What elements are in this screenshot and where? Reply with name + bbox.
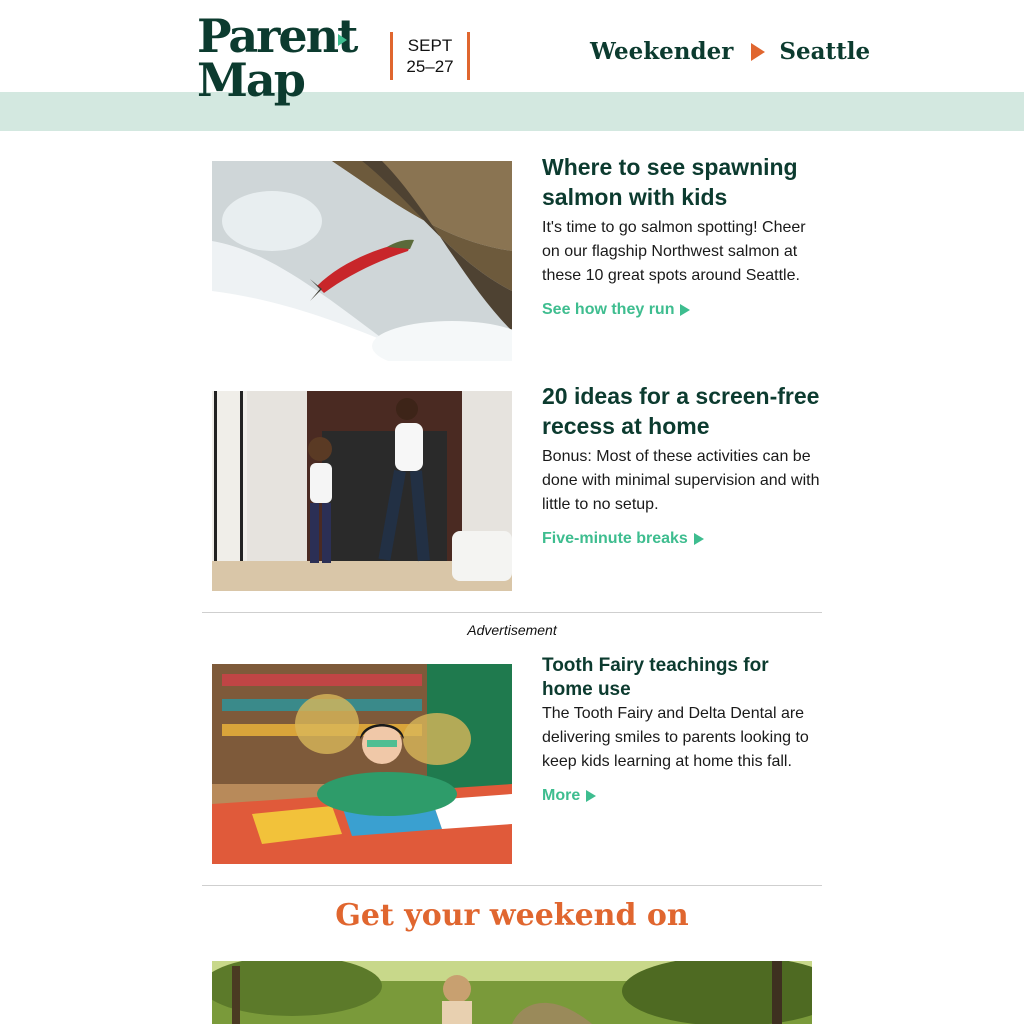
section-divider: [202, 885, 822, 886]
weekend-section-heading: Get your weekend on: [335, 898, 689, 933]
article-text: [542, 383, 822, 551]
article-cta-link[interactable]: [542, 298, 690, 322]
mother-and-child-dancing-photo[interactable]: [212, 391, 512, 591]
sponsored-description: The Tooth Fairy and Delta Dental are delivering smiles to parents looking to keep kids learning at home this fall.: [542, 705, 809, 770]
article-cta-link[interactable]: [542, 527, 704, 551]
edition-city: Seattle: [779, 38, 871, 65]
article-headline[interactable]: Where to see spawning salmon with kids: [542, 154, 798, 210]
article-cta-label: Five-minute breaks: [542, 530, 688, 547]
sponsored-text: [542, 655, 822, 808]
section-divider: [202, 612, 822, 613]
advertisement-label: Advertisement: [467, 622, 557, 638]
salmon-leaping-waterfall-photo[interactable]: [212, 161, 512, 361]
sponsored-headline[interactable]: Tooth Fairy teachings for home use: [542, 655, 769, 700]
tooth-fairy-costume-photo[interactable]: [212, 664, 512, 864]
logo-triangle-icon: [338, 34, 347, 46]
edition-name: Weekender: [590, 38, 734, 65]
play-triangle-icon: [694, 533, 704, 545]
issue-date: [390, 32, 470, 80]
article-card-salmon: [212, 154, 822, 361]
parentmap-logo[interactable]: [197, 9, 357, 107]
edition-title: [590, 38, 870, 65]
logo-word-parent: Parent: [197, 9, 357, 63]
play-triangle-icon: [586, 790, 596, 802]
sponsored-cta-label: More: [542, 787, 581, 804]
article-text: [542, 154, 822, 322]
sponsored-card-tooth-fairy: [212, 655, 822, 864]
logo-word-map: Map: [197, 53, 304, 107]
email-header: [0, 0, 1024, 107]
article-description: Bonus: Most of these activities can be done with minimal supervision and with little to no setup.: [542, 448, 820, 513]
issue-date-range: 25–27: [406, 57, 454, 76]
article-headline[interactable]: 20 ideas for a screen-free recess at home: [542, 383, 820, 439]
article-card-recess: [212, 383, 822, 591]
article-cta-label: See how they run: [542, 301, 675, 318]
article-description: It's time to go salmon spotting! Cheer on our flagship Northwest salmon at these 10 great spots around Seattle.: [542, 219, 806, 284]
play-triangle-icon: [680, 304, 690, 316]
header-band: [0, 92, 1024, 131]
forest-trail-child-photo[interactable]: [212, 961, 812, 1024]
sponsored-cta-link[interactable]: [542, 784, 596, 808]
play-triangle-icon: [751, 43, 765, 61]
issue-date-month: SEPT: [407, 36, 453, 55]
